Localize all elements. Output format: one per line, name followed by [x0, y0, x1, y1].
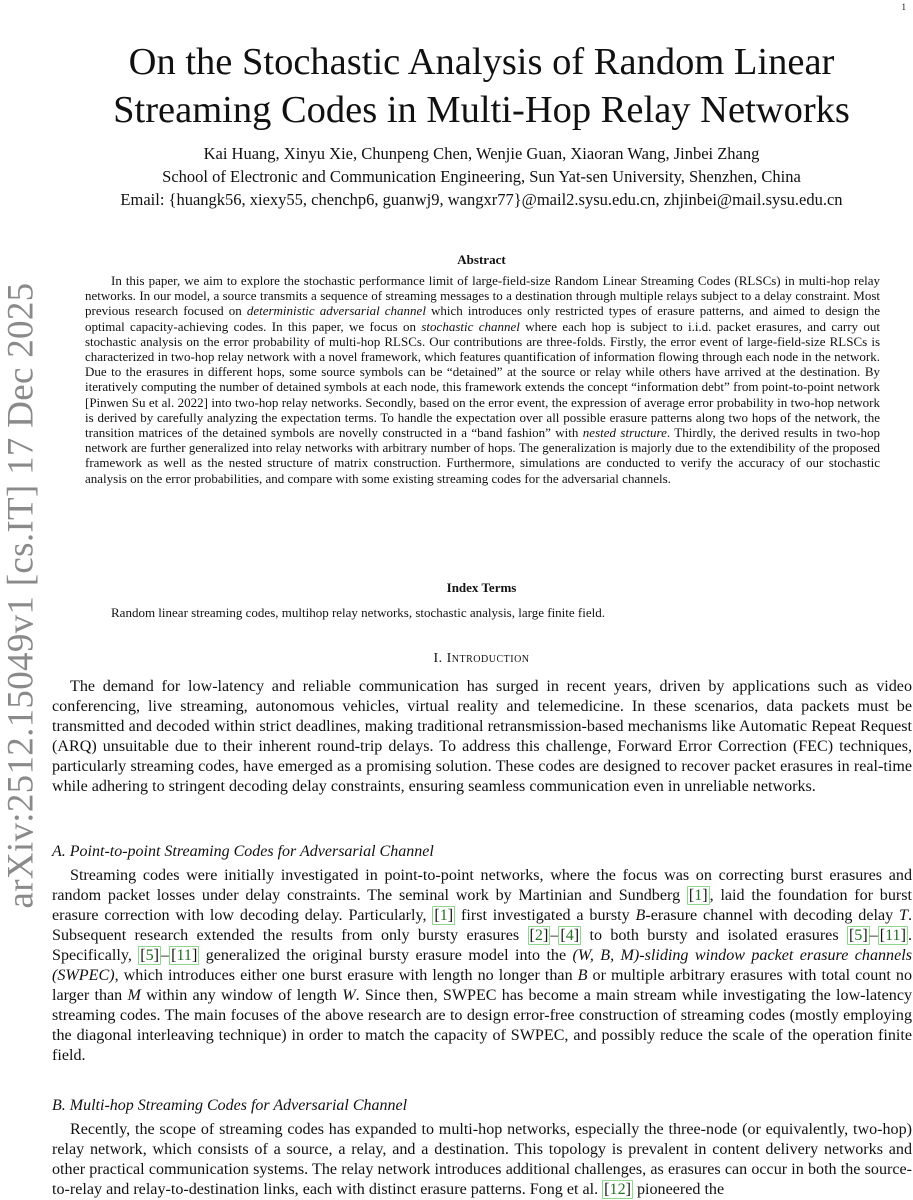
section-heading-introduction: [60, 651, 903, 667]
body-text: . Since then, SWPEC has become a main stream while investigating the low-latency streaming codes. The main focuses of the above research are to design error-free construction of streaming codes (mostly employing the diagonal interleaving technique) in order to match the capacity of SWPEC, and possibly reduce the scale of the operation finite field.: [52, 987, 913, 1064]
math-symbol: B: [635, 907, 646, 924]
title-line-1: On the Stochastic Analysis of Random Linear: [128, 41, 835, 83]
abstract-emphasis: nested structure: [582, 425, 667, 441]
abstract-emphasis: stochastic channel: [421, 318, 520, 334]
citation-link[interactable]: [ 12 ]: [602, 1180, 633, 1199]
citation-link[interactable]: [ 5 ]: [847, 926, 870, 945]
arxiv-stamp-text: arXiv:2512.15049v1 [cs.IT] 17 Dec 2025: [0, 282, 42, 908]
subsection-heading-a: A. Point-to-point Streaming Codes for Adversarial Channel: [52, 843, 434, 860]
abstract-body: [85, 273, 880, 486]
citation-link[interactable]: [ 4 ]: [558, 926, 581, 945]
body-text: first investigated a bursty: [455, 907, 636, 924]
subsection-heading-b: B. Multi-hop Streaming Codes for Adversarial Channel: [52, 1097, 408, 1114]
abstract-emphasis: deterministic adversarial channel: [246, 303, 426, 319]
body-text: . Subsequent research extended the results from only bursty erasures: [52, 907, 912, 944]
math-symbol: B: [577, 967, 588, 984]
body-text: or multiple arbitrary erasures with total count no larger than: [52, 967, 913, 1004]
abstract-text: In this paper, we aim to explore the stochastic performance limit of large-field-size Random Linear Streaming Codes (RLSCs) in multi-hop relay networks. In our model, a source transmits a sequence of streaming messages to a destination through multiple relays subject to a delay constraint. Most previous research focused on: [85, 273, 880, 319]
body-emphasis: -sliding window packet erasure channels (SWPEC): [52, 947, 912, 984]
section-title: Introduction: [446, 651, 530, 666]
body-text: -erasure channel with decoding delay: [645, 907, 900, 924]
index-terms-text: Random linear streaming codes, multihop relay networks, stochastic analysis, large finite field.: [111, 605, 605, 620]
citation-link[interactable]: [ 5 ]: [138, 946, 161, 965]
body-text: to both bursty and isolated erasures: [581, 927, 847, 944]
citation-link[interactable]: [ 1 ]: [432, 906, 455, 925]
body-text: Recently, the scope of streaming codes has expanded to multi-hop networks, especially the three-node (or equivalently, two-hop) relay network, which consists of a source, a relay, and a destination. This topology is prevalent in content delivery networks and other practical communication systems. The relay network introduces additional challenges, as erasures can occur in both the source-to-relay and relay-to-destination links, each with distinct erasure patterns. Fong et al.: [52, 1121, 912, 1198]
range-dash: –: [869, 927, 878, 944]
body-text: within any window of length: [140, 987, 343, 1004]
email-line: Email: {huangk56, xiexy55, chenchp6, guanwj9, wangxr77}@mail2.sysu.edu.cn, zhjinbei@mail.sysu.edu.cn: [120, 190, 843, 209]
range-dash: –: [161, 947, 170, 964]
citation-link[interactable]: [ 11 ]: [878, 926, 908, 945]
math-symbol: T: [899, 907, 908, 924]
paper-title: [60, 38, 903, 134]
author-list: Kai Huang, Xinyu Xie, Chunpeng Chen, Wenjie Guan, Xiaoran Wang, Jinbei Zhang: [203, 144, 760, 163]
citation-link[interactable]: [ 11 ]: [169, 946, 199, 965]
math-symbol: W: [342, 987, 356, 1004]
body-text: , which introduces either one burst erasure with length no longer than: [114, 967, 578, 984]
index-terms-heading: Index Terms: [446, 580, 517, 595]
citation-link[interactable]: [ 2 ]: [528, 926, 551, 945]
affiliation: School of Electronic and Communication Engineering, Sun Yat-sen University, Shenzhen, China: [162, 167, 801, 186]
abstract-heading: Abstract: [457, 252, 506, 267]
range-dash: –: [550, 927, 559, 944]
body-text: , laid the foundation for burst erasure correction with low decoding delay. Particularly,: [52, 887, 912, 924]
author-block: [60, 142, 903, 211]
math-symbol: (W, B, M): [572, 947, 640, 964]
abstract-text: . Thirdly, the derived results in two-hop network are further generalized into relay networks with arbitrary number of hops. The generalization is majorly due to the extendibility of the proposed framework as well as the nested structure of matrix construction. Furthermore, simulations are conducted to verify the accuracy of our stochastic analysis on the error probabilities, and compare with some existing streaming codes for the adversarial channels.: [85, 425, 880, 486]
body-text: generalized the original bursty erasure model into the: [199, 947, 573, 964]
section-number: I.: [433, 651, 443, 666]
body-text: Streaming codes were initially investigated in point-to-point networks, where the focus was on correcting burst erasures and random packet losses under delay constraints. The seminal work by Martinian and Sundberg: [52, 867, 912, 904]
arxiv-stamp: [2, 250, 40, 940]
abstract-text: where each hop is subject to i.i.d. packet erasures, and carry out stochastic analysis on the error probability of multi-hop RLSCs. Our contributions are three-folds. Firstly, the error event of large-field-size RLSCs is characterized in two-hop relay network with a novel framework, which features quantification of information flowing through each node in the network. Due to the erasures in different hops, some source symbols can be “detained” at the source or relay while others have arrived at the destination. By iteratively computing the number of detained symbols at each node, this framework extends the concept “information debt” from point-to-point network [Pinwen Su et al. 2022] into two-hop relay networks. Secondly, based on the error event, the expression of average error probability in two-hop network is derived by carefully analyzing the expectation terms. To handle the expectation over all possible erasure patterns along two hops of the network, the transition matrices of the detained symbols are novelly constructed in a “band fashion” with: [85, 318, 880, 441]
math-symbol: M: [127, 987, 141, 1004]
body-text: . Specifically,: [52, 927, 912, 964]
subsection-b-paragraph: [52, 1120, 912, 1200]
citation-link[interactable]: [ 1 ]: [687, 886, 710, 905]
subsection-a-paragraph: [52, 866, 912, 1066]
intro-paragraph: The demand for low-latency and reliable communication has surged in recent years, driven by applications such as video conferencing, live streaming, autonomous vehicles, virtual reality and telemedicine. In these scenarios, data packets must be transmitted and decoded within strict deadlines, making traditional retransmission-based mechanisms like Automatic Repeat Request (ARQ) unsuitable due to their inherent round-trip delays. To address this challenge, Forward Error Correction (FEC) techniques, particularly streaming codes, have emerged as a promising solution. These codes are designed to recover packet erasures in real-time while adhering to stringent decoding delay constraints, ensuring seamless communication even in unreliable networks.: [52, 678, 912, 795]
body-text: pioneered the: [632, 1181, 725, 1198]
page-number: 1: [901, 2, 906, 12]
title-line-2: Streaming Codes in Multi-Hop Relay Networks: [113, 89, 850, 131]
abstract-text: which introduces only restricted types of erasure patterns, and aimed to design the optimal capacity-achieving codes. In this paper, we focus on: [85, 303, 880, 334]
